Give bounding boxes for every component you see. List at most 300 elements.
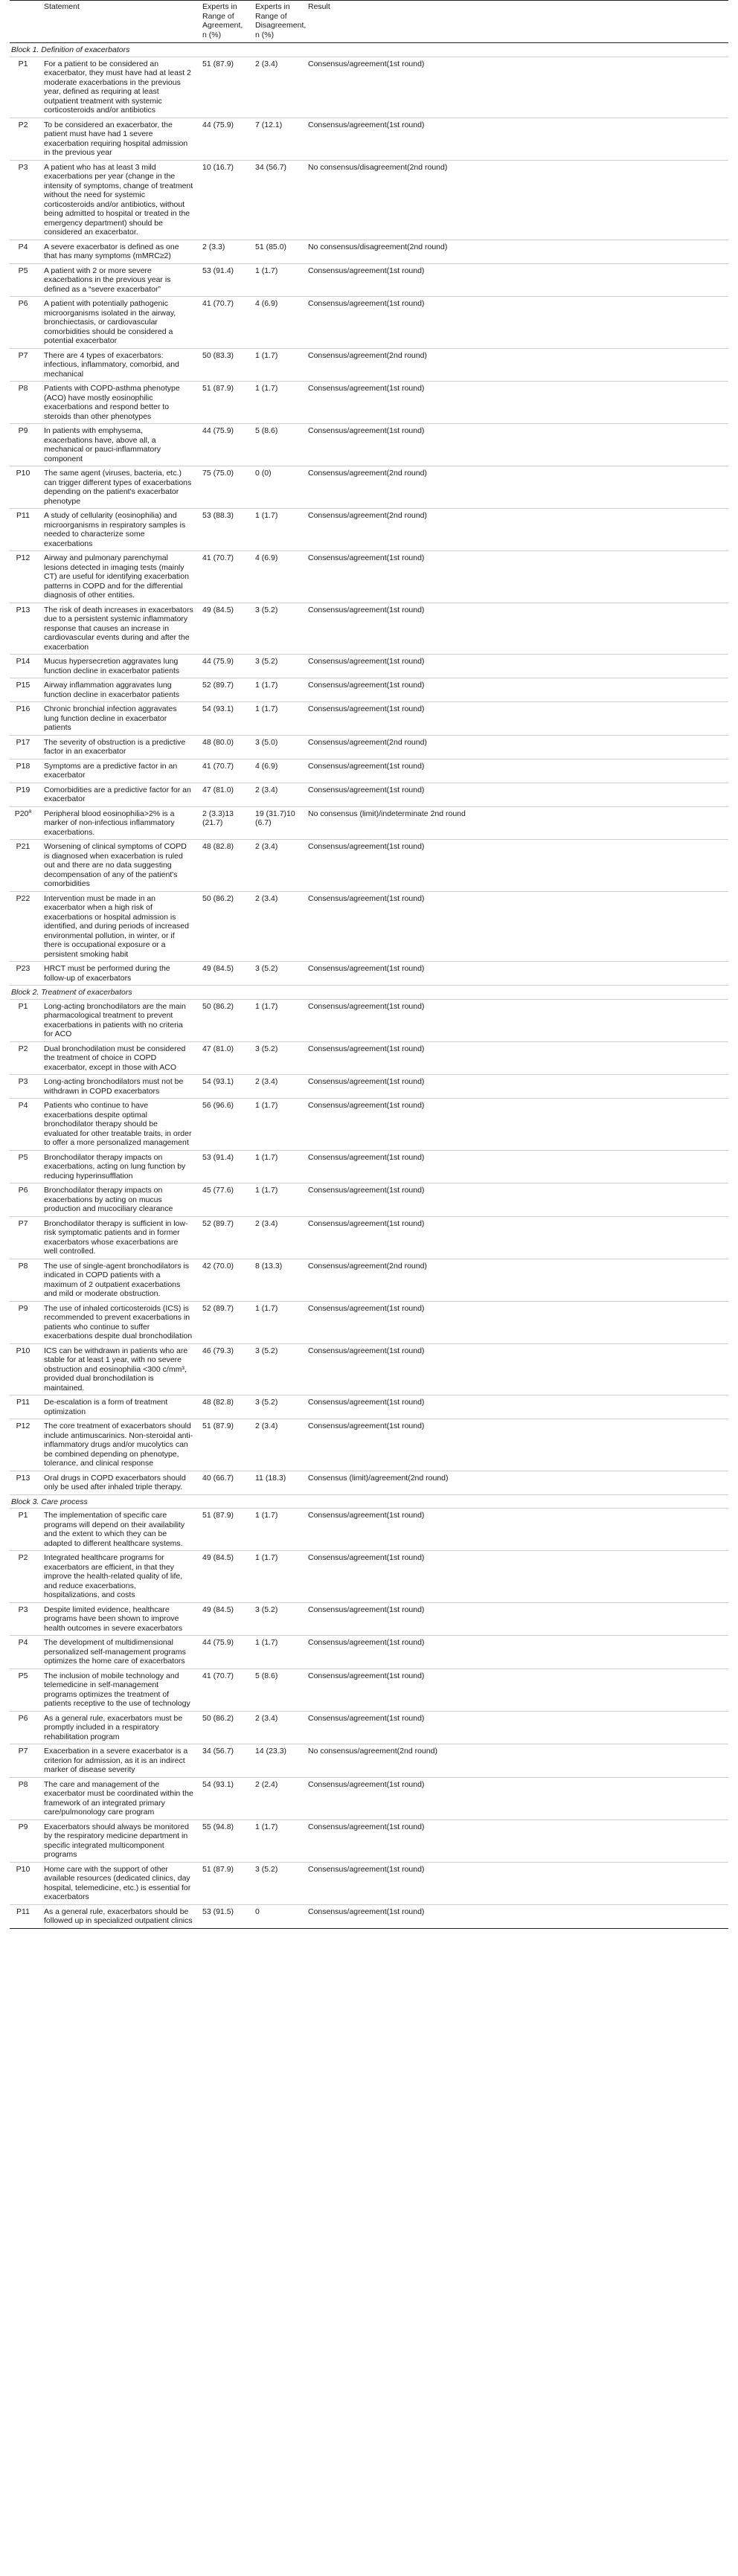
statement-id-label: P7	[18, 1218, 28, 1228]
result-text: Consensus/agreement(1st round)	[308, 785, 425, 794]
statement-text: De-escalation is a form of treatment optimization	[44, 1398, 168, 1416]
table-row	[10, 1777, 728, 1819]
statement-id	[10, 509, 39, 551]
statement-id	[10, 1099, 39, 1151]
table-row	[10, 1668, 728, 1711]
agreement-value: 51 (87.9)	[202, 1864, 234, 1874]
agreement-value: 49 (84.5)	[202, 1553, 234, 1562]
agreement-value: 47 (81.0)	[202, 785, 234, 794]
result-text: Consensus/agreement(2nd round)	[308, 1261, 427, 1271]
statement-id	[10, 118, 39, 160]
statement-text: Despite limited evidence, healthcare programs have been shown to improve health outcomes in severe exacerbators	[44, 1605, 183, 1633]
result-text: Consensus/agreement(1st round)	[308, 1864, 425, 1874]
table-row	[10, 57, 728, 118]
statement-id-label: P10	[16, 1346, 31, 1355]
disagreement-value: 1 (1.7)	[255, 1303, 278, 1313]
result-text: Consensus/agreement(1st round)	[308, 964, 425, 973]
result-text: Consensus/agreement(1st round)	[308, 1152, 425, 1162]
agreement-value: 48 (82.8)	[202, 1398, 234, 1407]
statement-id	[10, 1183, 39, 1217]
statement-id-label: P3	[18, 1605, 28, 1614]
disagreement-value: 19 (31.7)10 (6.7)	[255, 809, 295, 827]
table-row	[10, 1301, 728, 1343]
agreement-value: 52 (89.7)	[202, 681, 234, 690]
table-row	[10, 263, 728, 297]
statement-text: Intervention must be made in an exacerbator when a high risk of exacerbations or hospital admission is identified, and during periods of increased environmental pollution, in winter, or if there is occupational exposure or a persistent smoking habit	[44, 893, 189, 959]
result-text: Consensus/agreement(1st round)	[308, 1218, 425, 1228]
agreement-value: 50 (83.3)	[202, 350, 234, 360]
agreement-value: 51 (87.9)	[202, 59, 234, 68]
statement-text: Exacerbators should always be monitored by the respiratory medicine department in specific integrated multicomponent programs	[44, 1822, 189, 1859]
statement-text: Chronic bronchial infection aggravates lung function decline in exacerbator patients	[44, 704, 177, 732]
agreement-value: 44 (75.9)	[202, 657, 234, 666]
statement-id-label: P23	[16, 964, 31, 973]
table-body	[10, 43, 728, 1929]
table-row	[10, 382, 728, 424]
disagreement-value: 1 (1.7)	[255, 1186, 278, 1195]
statement-text: Bronchodilator therapy impacts on exacerbations by acting on mucus production and mucociliary clearance	[44, 1186, 173, 1213]
result-text: Consensus/agreement(2nd round)	[308, 737, 427, 747]
result-text: Consensus/agreement(1st round)	[308, 1398, 425, 1407]
result-text: Consensus/agreement(1st round)	[308, 605, 425, 614]
block-title: Block 3. Care process	[10, 1494, 728, 1509]
disagreement-value: 4 (6.9)	[255, 761, 278, 771]
statement-id-label: P2	[18, 1553, 28, 1562]
disagreement-value: 1 (1.7)	[255, 1553, 278, 1562]
statement-id	[10, 1343, 39, 1395]
statement-id-label: P1	[18, 1001, 28, 1011]
agreement-value: 48 (80.0)	[202, 737, 234, 747]
table-row	[10, 1343, 728, 1395]
result-text: Consensus/agreement(1st round)	[308, 1671, 425, 1680]
table-row	[10, 1904, 728, 1928]
disagreement-value: 3 (5.2)	[255, 657, 278, 666]
statement-text: Airway and pulmonary parenchymal lesions detected in imaging tests (mainly CT) are useful for identifying exacerbation patterns in COPD and for the differential diagnosis of other entities.	[44, 553, 189, 600]
disagreement-value: 1 (1.7)	[255, 1001, 278, 1011]
result-text: Consensus/agreement(1st round)	[308, 1186, 425, 1195]
table-row	[10, 1744, 728, 1778]
disagreement-value: 5 (8.6)	[255, 1671, 278, 1680]
table-row	[10, 1471, 728, 1494]
agreement-value: 55 (94.8)	[202, 1822, 234, 1831]
table-row	[10, 678, 728, 702]
statement-text: Comorbidities are a predictive factor for an exacerbator	[44, 785, 191, 803]
disagreement-value: 5 (8.6)	[255, 426, 278, 435]
statement-id	[10, 1602, 39, 1636]
statement-id	[10, 551, 39, 603]
disagreement-value: 7 (12.1)	[255, 120, 283, 129]
result-text: Consensus/agreement(1st round)	[308, 1044, 425, 1053]
statement-id-label: P9	[18, 426, 28, 435]
statement-text: Long-acting bronchodilators must not be withdrawn in COPD exacerbators	[44, 1077, 184, 1096]
statement-id-label: P8	[18, 384, 28, 393]
consensus-table	[10, 0, 728, 1929]
table-row	[10, 655, 728, 678]
agreement-value: 45 (77.6)	[202, 1186, 234, 1195]
statement-text: In patients with emphysema, exacerbations have, above all, a mechanical or pauci-inflammatory component	[44, 426, 161, 463]
table-row	[10, 1636, 728, 1669]
statement-text: Oral drugs in COPD exacerbators should only be used after inhaled triple therapy.	[44, 1473, 186, 1491]
agreement-value: 41 (70.7)	[202, 1671, 234, 1680]
table-row	[10, 735, 728, 759]
agreement-value: 34 (56.7)	[202, 1747, 234, 1756]
statement-text: Exacerbation in a severe exacerbator is a criterion for admission, as it is an indirect marker of disease severity	[44, 1747, 188, 1774]
result-text: Consensus/agreement(1st round)	[308, 657, 425, 666]
statement-id	[10, 655, 39, 678]
statement-id	[10, 962, 39, 986]
disagreement-value: 2 (3.4)	[255, 842, 278, 851]
block-heading-row	[10, 43, 728, 57]
table-row	[10, 806, 728, 840]
statement-id-label: P5	[18, 266, 28, 275]
agreement-value: 47 (81.0)	[202, 1044, 234, 1053]
disagreement-value: 2 (3.4)	[255, 1218, 278, 1228]
table-row	[10, 1259, 728, 1301]
agreement-value: 41 (70.7)	[202, 761, 234, 771]
statement-id-label: P3	[18, 162, 28, 172]
result-text: Consensus/agreement(1st round)	[308, 384, 425, 393]
agreement-value: 75 (75.0)	[202, 469, 234, 478]
result-text: Consensus/agreement(1st round)	[308, 1077, 425, 1086]
statement-id	[10, 1636, 39, 1669]
statement-id	[10, 1819, 39, 1862]
statement-id	[10, 1419, 39, 1471]
disagreement-value: 3 (5.2)	[255, 964, 278, 973]
agreement-value: 54 (93.1)	[202, 704, 234, 713]
result-text: Consensus/agreement(2nd round)	[308, 511, 427, 520]
agreement-value: 49 (84.5)	[202, 964, 234, 973]
table-row	[10, 962, 728, 986]
disagreement-value: 3 (5.2)	[255, 1398, 278, 1407]
result-text: Consensus/agreement(1st round)	[308, 1822, 425, 1831]
statement-id	[10, 466, 39, 509]
statement-id	[10, 783, 39, 806]
agreement-value: 2 (3.3)13 (21.7)	[202, 809, 234, 827]
statement-id	[10, 678, 39, 702]
result-text: Consensus/agreement(1st round)	[308, 1713, 425, 1723]
disagreement-value: 1 (1.7)	[255, 350, 278, 360]
agreement-value: 48 (82.8)	[202, 842, 234, 851]
table-row	[10, 424, 728, 466]
statement-id-label: P13	[16, 605, 31, 614]
table-row	[10, 1216, 728, 1259]
table-row	[10, 1819, 728, 1862]
statement-text: Bronchodilator therapy impacts on exacerbations, acting on lung function by reducing hyperinsufflation	[44, 1152, 186, 1181]
statement-id	[10, 1041, 39, 1075]
header-result: Result	[308, 2, 330, 11]
result-text: Consensus/agreement(1st round)	[308, 426, 425, 435]
result-text: Consensus/agreement(1st round)	[308, 1422, 425, 1430]
statement-text: To be considered an exacerbator, the patient must have had 1 severe exacerbation requiring hospital admission in the previous year	[44, 120, 188, 157]
statement-id-label: P13	[16, 1473, 31, 1483]
statement-text: The risk of death increases in exacerbators due to a persistent systemic inflammatory response that causes an increase in cardiovascular events during and after the exacerbation	[44, 605, 193, 652]
result-text: Consensus/agreement(1st round)	[308, 59, 425, 68]
statement-id	[10, 1150, 39, 1183]
statement-id-label: P8	[18, 1779, 28, 1789]
statement-id	[10, 424, 39, 466]
statement-text: Peripheral blood eosinophilia>2% is a marker of non-infectious inflammatory exacerbations.	[44, 809, 175, 837]
agreement-value: 53 (88.3)	[202, 511, 234, 520]
result-text: Consensus/agreement(1st round)	[308, 1638, 425, 1647]
statement-text: Long-acting bronchodilators are the main pharmacological treatment to prevent exacerbations in patients with no criteria for ACO	[44, 1001, 186, 1038]
agreement-value: 51 (87.9)	[202, 1511, 234, 1520]
statement-text: A patient who has at least 3 mild exacerbations per year (change in the intensity of symptoms, change of treatment without the need for systemic corticosteroids and/or antibiotics, without being admitted to hospital or treated in the emergency department) should be considered an exacerbator.	[44, 162, 193, 237]
statement-text: As a general rule, exacerbators should be followed up in specialized outpatient clinics	[44, 1907, 193, 1925]
result-text: Consensus/agreement(1st round)	[308, 1553, 425, 1562]
statement-text: A severe exacerbator is defined as one that has many symptoms (mMRC≥2)	[44, 242, 179, 260]
statement-id	[10, 1668, 39, 1711]
statement-id	[10, 1075, 39, 1099]
table-row	[10, 551, 728, 603]
statement-id	[10, 603, 39, 655]
disagreement-value: 51 (85.0)	[255, 242, 287, 251]
disagreement-value: 1 (1.7)	[255, 1152, 278, 1162]
disagreement-value: 3 (5.0)	[255, 737, 278, 747]
table-row	[10, 1551, 728, 1603]
table-row	[10, 1711, 728, 1744]
statement-id-label: P10	[16, 469, 31, 478]
disagreement-value: 3 (5.2)	[255, 1044, 278, 1053]
statement-text: For a patient to be considered an exacerbator, they must have had at least 2 moderate exacerbations in the previous year, defined as requiring at least outpatient treatment with systemic corticosteroids and/or antibiotics	[44, 59, 191, 115]
disagreement-value: 14 (23.3)	[255, 1747, 287, 1756]
statement-text: Integrated healthcare programs for exacerbators are efficient, in that they improve the health-related quality of life, and reduce exacerbations, hospitalizations, and costs	[44, 1553, 183, 1599]
statement-id-label: P3	[18, 1077, 28, 1086]
statement-id	[10, 1259, 39, 1301]
statement-id-label: P12	[16, 1422, 31, 1430]
statement-id-label: P16	[16, 704, 31, 713]
agreement-value: 41 (70.7)	[202, 553, 234, 562]
agreement-value: 52 (89.7)	[202, 1218, 234, 1228]
statement-id	[10, 1744, 39, 1778]
disagreement-value: 3 (5.2)	[255, 1346, 278, 1355]
footnote-marker: a	[28, 809, 32, 814]
statement-text: As a general rule, exacerbators must be promptly included in a respiratory rehabilitation program	[44, 1713, 183, 1741]
disagreement-value: 2 (3.4)	[255, 59, 278, 68]
agreement-value: 53 (91.4)	[202, 266, 234, 275]
result-text: No consensus/disagreement(2nd round)	[308, 162, 448, 172]
disagreement-value: 1 (1.7)	[255, 1511, 278, 1520]
table-row	[10, 348, 728, 382]
statement-text: Patients with COPD-asthma phenotype (ACO) have mostly eosinophilic exacerbations and respond better to steroids than other phenotypes	[44, 384, 180, 421]
statement-id-label: P15	[16, 681, 31, 690]
statement-text: The severity of obstruction is a predictive factor in an exacerbator	[44, 737, 186, 756]
disagreement-value: 3 (5.2)	[255, 1864, 278, 1874]
header-disagreement: Experts in Range of Disagreement, n (%)	[255, 2, 307, 39]
table-row	[10, 783, 728, 806]
table-row	[10, 1041, 728, 1075]
disagreement-value: 3 (5.2)	[255, 1605, 278, 1614]
table-row	[10, 1602, 728, 1636]
disagreement-value: 0 (0)	[255, 469, 272, 478]
disagreement-value: 11 (18.3)	[255, 1473, 286, 1483]
result-text: Consensus/agreement(1st round)	[308, 1303, 425, 1313]
disagreement-value: 1 (1.7)	[255, 1822, 278, 1831]
result-text: Consensus/agreement(1st round)	[308, 1779, 425, 1789]
result-text: Consensus/agreement(1st round)	[308, 1001, 425, 1011]
result-text: Consensus/agreement(1st round)	[308, 120, 425, 129]
table-row	[10, 1099, 728, 1151]
statement-id-label: P6	[18, 1713, 28, 1723]
table-row	[10, 603, 728, 655]
result-text: Consensus/agreement(2nd round)	[308, 350, 427, 360]
agreement-value: 54 (93.1)	[202, 1077, 234, 1086]
statement-id	[10, 999, 39, 1041]
agreement-value: 51 (87.9)	[202, 1422, 234, 1430]
table-row	[10, 1183, 728, 1217]
disagreement-value: 2 (3.4)	[255, 1713, 278, 1723]
disagreement-value: 2 (3.4)	[255, 1422, 278, 1430]
disagreement-value: 8 (13.3)	[255, 1261, 283, 1271]
statement-id	[10, 348, 39, 382]
statement-id	[10, 891, 39, 962]
result-text: No consensus/agreement(2nd round)	[308, 1747, 437, 1756]
agreement-value: 44 (75.9)	[202, 1638, 234, 1647]
disagreement-value: 34 (56.7)	[255, 162, 287, 172]
agreement-value: 10 (16.7)	[202, 162, 234, 172]
agreement-value: 52 (89.7)	[202, 1303, 234, 1313]
statement-text: The use of single-agent bronchodilators is indicated in COPD patients with a maximum of 2 outpatient exacerbations and mild or moderate obstruction.	[44, 1261, 189, 1298]
statement-id-label: P10	[16, 1864, 31, 1874]
statement-id	[10, 806, 39, 840]
statement-text: Patients who continue to have exacerbations despite optimal bronchodilator therapy should be evaluated for other treatable traits, in order to offer a more personalized management	[44, 1101, 192, 1147]
agreement-value: 44 (75.9)	[202, 120, 234, 129]
disagreement-value: 1 (1.7)	[255, 511, 278, 520]
statement-id	[10, 382, 39, 424]
statement-id	[10, 57, 39, 118]
result-text: Consensus/agreement(1st round)	[308, 1907, 425, 1916]
statement-id-label: P9	[18, 1303, 28, 1313]
table-row	[10, 509, 728, 551]
agreement-value: 40 (66.7)	[202, 1473, 234, 1483]
agreement-value: 50 (86.2)	[202, 1001, 234, 1011]
disagreement-value: 0	[255, 1907, 260, 1916]
statement-id-label: P22	[16, 893, 31, 903]
result-text: Consensus/agreement(1st round)	[308, 842, 425, 851]
statement-id-label: P2	[18, 1044, 28, 1053]
result-text: No consensus (limit)/indeterminate 2nd round	[308, 809, 466, 818]
statement-id	[10, 1777, 39, 1819]
statement-id	[10, 1509, 39, 1551]
statement-text: A patient with 2 or more severe exacerbations in the previous year is defined as a “severe exacerbator”	[44, 266, 171, 294]
statement-id	[10, 263, 39, 297]
disagreement-value: 1 (1.7)	[255, 266, 278, 275]
result-text: Consensus/agreement(1st round)	[308, 266, 425, 275]
statement-id-label: P12	[16, 553, 31, 562]
statement-id	[10, 1301, 39, 1343]
table-row	[10, 240, 728, 263]
agreement-value: 49 (84.5)	[202, 1605, 234, 1614]
result-text: Consensus/agreement(1st round)	[308, 553, 425, 562]
statement-text: A patient with potentially pathogenic microorganisms isolated in the airway, bronchiectasis, or cardiovascular comorbidities should be considered a potential exacerbator	[44, 299, 176, 345]
disagreement-value: 2 (3.4)	[255, 785, 278, 794]
statement-id-label: P11	[16, 1907, 30, 1916]
disagreement-value: 1 (1.7)	[255, 384, 278, 393]
result-text: Consensus/agreement(1st round)	[308, 704, 425, 713]
result-text: Consensus/agreement(1st round)	[308, 1346, 425, 1355]
table-row	[10, 1075, 728, 1099]
disagreement-value: 1 (1.7)	[255, 681, 278, 690]
statement-id	[10, 735, 39, 759]
agreement-value: 41 (70.7)	[202, 299, 234, 308]
agreement-value: 49 (84.5)	[202, 605, 234, 614]
disagreement-value: 1 (1.7)	[255, 1638, 278, 1647]
header-id	[10, 1, 39, 43]
disagreement-value: 2 (2.4)	[255, 1779, 278, 1789]
statement-id	[10, 297, 39, 349]
result-text: Consensus (limit)/agreement(2nd round)	[308, 1473, 449, 1483]
result-text: Consensus/agreement(2nd round)	[308, 469, 427, 478]
statement-id-label: P7	[18, 1747, 28, 1756]
statement-text: The care and management of the exacerbator must be coordinated within the framework of an integrated primary care/pulmonology care program	[44, 1779, 193, 1817]
disagreement-value: 1 (1.7)	[255, 1101, 278, 1110]
statement-id	[10, 240, 39, 263]
statement-id	[10, 160, 39, 240]
statement-text: Symptoms are a predictive factor in an exacerbator	[44, 761, 178, 780]
statement-id-label: P7	[18, 350, 28, 360]
statement-id-label: P1	[18, 59, 28, 68]
table-row	[10, 840, 728, 892]
agreement-value: 50 (86.2)	[202, 1713, 234, 1723]
statement-id	[10, 759, 39, 783]
disagreement-value: 3 (5.2)	[255, 605, 278, 614]
statement-id-label: P5	[18, 1671, 28, 1680]
statement-id-label: P11	[16, 1398, 30, 1407]
result-text: Consensus/agreement(1st round)	[308, 1101, 425, 1110]
statement-id-label: P8	[18, 1261, 28, 1271]
disagreement-value: 4 (6.9)	[255, 299, 278, 308]
statement-id-label: P5	[18, 1152, 28, 1162]
agreement-value: 50 (86.2)	[202, 893, 234, 903]
agreement-value: 42 (70.0)	[202, 1261, 234, 1271]
statement-id-label: P4	[18, 242, 28, 251]
disagreement-value: 2 (3.4)	[255, 1077, 278, 1086]
agreement-value: 2 (3.3)	[202, 242, 225, 251]
statement-text: The core treatment of exacerbators should include antimuscarinics. Non-steroidal anti-inflammatory drugs and/or mucolytics can be combined depending on phenotype, tolerance, and clinical response	[44, 1422, 193, 1468]
disagreement-value: 1 (1.7)	[255, 704, 278, 713]
agreement-value: 53 (91.4)	[202, 1152, 234, 1162]
table-row	[10, 466, 728, 509]
header-agreement: Experts in Range of Agreement, n (%)	[202, 2, 243, 39]
statement-text: Mucus hypersecretion aggravates lung function decline in exacerbator patients	[44, 657, 180, 675]
result-text: Consensus/agreement(1st round)	[308, 299, 425, 308]
statement-text: ICS can be withdrawn in patients who are stable for at least 1 year, with no severe obstruction and eosinophilia <300 c/mm³, provided dual bronchodilation is maintained.	[44, 1346, 188, 1393]
result-text: No consensus/disagreement(2nd round)	[308, 242, 448, 251]
result-text: Consensus/agreement(1st round)	[308, 1605, 425, 1614]
agreement-value: 54 (93.1)	[202, 1779, 234, 1789]
statement-text: Dual bronchodilation must be considered the treatment of choice in COPD exacerbator, except in those with ACO	[44, 1044, 186, 1072]
statement-id-label: P1	[18, 1511, 28, 1520]
statement-id	[10, 1711, 39, 1744]
statement-id-label: P18	[16, 761, 31, 771]
table-row	[10, 759, 728, 783]
table-row	[10, 891, 728, 962]
statement-text: Bronchodilator therapy is sufficient in low-risk symptomatic patients and in former exacerbators whose exacerbations are well controlled.	[44, 1218, 188, 1256]
table-header-row	[10, 1, 728, 43]
agreement-value: 46 (79.3)	[202, 1346, 234, 1355]
statement-id-label: P2	[18, 120, 28, 129]
block-heading-row	[10, 1494, 728, 1509]
result-text: Consensus/agreement(1st round)	[308, 761, 425, 771]
table-row	[10, 118, 728, 160]
table-row	[10, 702, 728, 736]
table-row	[10, 1862, 728, 1904]
table-row	[10, 999, 728, 1041]
statement-id-label: P4	[18, 1101, 28, 1110]
statement-id	[10, 840, 39, 892]
statement-text: The implementation of specific care programs will depend on their availability and the extent to which they can be adapted to different healthcare systems.	[44, 1511, 185, 1548]
statement-id-label: P6	[18, 1186, 28, 1195]
table-row	[10, 1419, 728, 1471]
